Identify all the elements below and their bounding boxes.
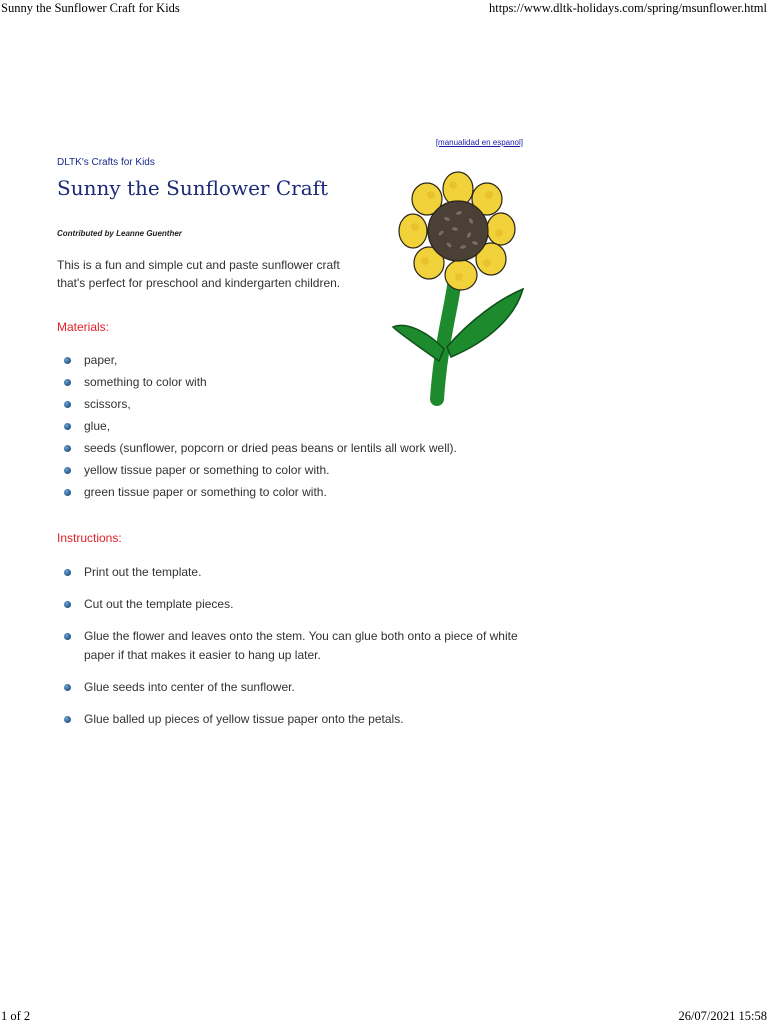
- list-item: [57, 439, 527, 461]
- list-item: [57, 563, 527, 582]
- page-number: 1 of 2: [1, 1009, 31, 1023]
- page-title: Sunny the Sunflower Craft: [57, 176, 329, 200]
- contributor-credit: Contributed by Leanne Guenther: [57, 229, 182, 238]
- bullet-icon: [64, 601, 71, 608]
- bullet-icon: [64, 569, 71, 576]
- bullet-icon: [64, 684, 71, 691]
- material-text: something to color with: [84, 375, 207, 389]
- list-item: [57, 595, 527, 614]
- list-item: [57, 627, 527, 665]
- bullet-icon: [64, 423, 71, 430]
- list-item: [57, 483, 527, 505]
- instruction-text: Cut out the template pieces.: [84, 597, 234, 611]
- print-header-url: https://www.dltk-holidays.com/spring/msunflower.html: [489, 1, 767, 15]
- list-item: [57, 710, 527, 729]
- material-text: glue,: [84, 419, 111, 433]
- material-text: green tissue paper or something to color with.: [84, 485, 327, 499]
- list-item: [57, 678, 527, 697]
- print-datetime: 26/07/2021 15:58: [678, 1009, 767, 1023]
- list-item: [57, 417, 527, 439]
- bullet-icon: [64, 379, 71, 386]
- instruction-text: Glue balled up pieces of yellow tissue paper onto the petals.: [84, 712, 404, 726]
- bullet-icon: [64, 357, 71, 364]
- material-text: yellow tissue paper or something to color with.: [84, 463, 330, 477]
- print-footer: [0, 1009, 768, 1025]
- instruction-text: Print out the template.: [84, 565, 202, 579]
- bullet-icon: [64, 716, 71, 723]
- sunflower-craft-image: [389, 171, 527, 407]
- material-text: seeds (sunflower, popcorn or dried peas beans or lentils all work well).: [84, 441, 457, 455]
- bullet-icon: [64, 633, 71, 640]
- bullet-icon: [64, 445, 71, 452]
- bullet-icon: [64, 489, 71, 496]
- instruction-text: Glue the flower and leaves onto the stem. You can glue both onto a piece of white paper if that makes it easier to hang up later.: [84, 629, 518, 662]
- list-item: [57, 461, 527, 483]
- print-header-title: Sunny the Sunflower Craft for Kids: [1, 1, 180, 15]
- page-content: [57, 0, 527, 1000]
- instructions-list: [57, 563, 527, 742]
- intro-paragraph: This is a fun and simple cut and paste sunflower craft that's perfect for preschool and kindergarten children.: [57, 258, 341, 290]
- spanish-version-link[interactable]: [manualidad en espanol]: [435, 138, 523, 147]
- breadcrumb[interactable]: DLTK's Crafts for Kids: [57, 157, 155, 168]
- instruction-text: Glue seeds into center of the sunflower.: [84, 680, 295, 694]
- instructions-heading: Instructions:: [57, 531, 122, 545]
- material-text: scissors,: [84, 397, 131, 411]
- bullet-icon: [64, 467, 71, 474]
- materials-heading: Materials:: [57, 320, 110, 334]
- bullet-icon: [64, 401, 71, 408]
- material-text: paper,: [84, 353, 118, 367]
